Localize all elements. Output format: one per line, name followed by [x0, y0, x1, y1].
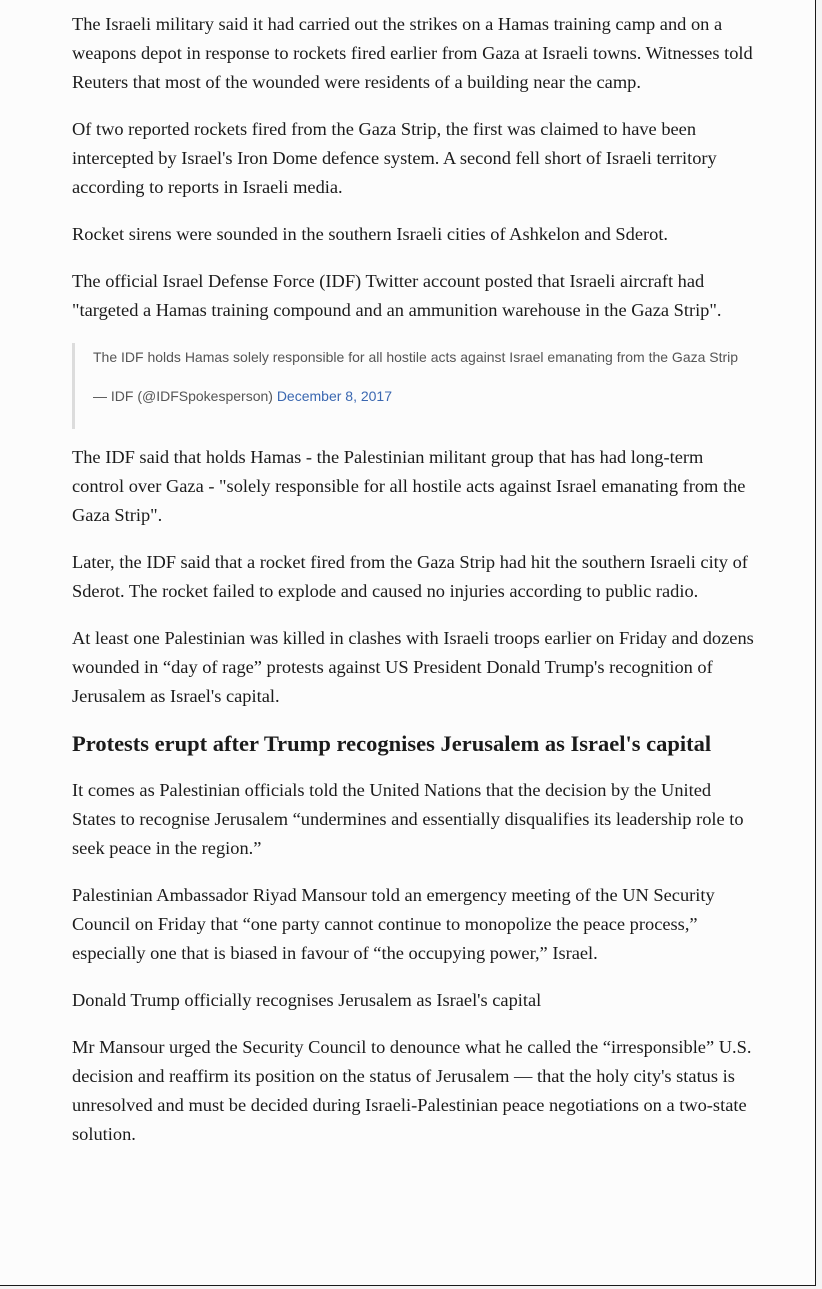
- paragraph-idf-hamas: The IDF said that holds Hamas - the Palestinian militant group that has had long-term control over Gaza - "solely responsible for all hostile acts against Israel emanating from the Gaza Strip".: [72, 447, 746, 525]
- paragraph-sirens: Rocket sirens were sounded in the southern Israeli cities of Ashkelon and Sderot.: [72, 224, 669, 244]
- paragraph-security-council: Mr Mansour urged the Security Council to denounce what he called the “irresponsible” U.S. decision and reaffirm its position on the status of Jerusalem — that the holy city's status is unresolved and must be decided during Israeli-Palestinian peace negotiations on a two-state solution.: [72, 1037, 752, 1144]
- paragraph-clashes: At least one Palestinian was killed in clashes with Israeli troops earlier on Friday and dozens wounded in “day of rage” protests against US President Donald Trump's recognition of Jerusalem as Israel's capital.: [72, 628, 754, 706]
- paragraph-un: It comes as Palestinian officials told the United Nations that the decision by the United States to recognise Jerusalem “undermines and essentially disqualifies its leadership role to seek peace in the region.”: [72, 780, 744, 858]
- related-article-link[interactable]: Donald Trump officially recognises Jerusalem as Israel's capital: [72, 990, 542, 1010]
- embedded-tweet: [72, 343, 758, 429]
- tweet-author: — IDF (@IDFSpokesperson): [93, 388, 277, 404]
- tweet-date-link[interactable]: December 8, 2017: [276, 388, 392, 404]
- section-subheading: Protests erupt after Trump recognises Jerusalem as Israel's capital: [72, 731, 712, 756]
- paragraph-idf-twitter: The official Israel Defense Force (IDF) Twitter account posted that Israeli aircraft had "targeted a Hamas training compound and an ammunition warehouse in the Gaza Strip".: [72, 271, 722, 320]
- article-body: [72, 10, 758, 1167]
- paragraph-sderot: Later, the IDF said that a rocket fired from the Gaza Strip had hit the southern Israeli city of Sderot. The rocket failed to explode and caused no injuries according to public radio.: [72, 552, 748, 601]
- tweet-attribution: [93, 386, 758, 407]
- paragraph-strikes: The Israeli military said it had carried out the strikes on a Hamas training camp and on a weapons depot in response to rockets fired earlier from Gaza at Israeli towns. Witnesses told Reuters that most of the wounded were residents of a building near the camp.: [72, 14, 753, 92]
- tweet-text: The IDF holds Hamas solely responsible for all hostile acts against Israel emanating from the Gaza Strip: [93, 349, 739, 365]
- paragraph-rockets: Of two reported rockets fired from the Gaza Strip, the first was claimed to have been intercepted by Israel's Iron Dome defence system. A second fell short of Israeli territory according to reports in Israeli media.: [72, 119, 717, 197]
- paragraph-mansour: Palestinian Ambassador Riyad Mansour told an emergency meeting of the UN Security Council on Friday that “one party cannot continue to monopolize the peace process,” especially one that is biased in favour of “the occupying power,” Israel.: [72, 885, 715, 963]
